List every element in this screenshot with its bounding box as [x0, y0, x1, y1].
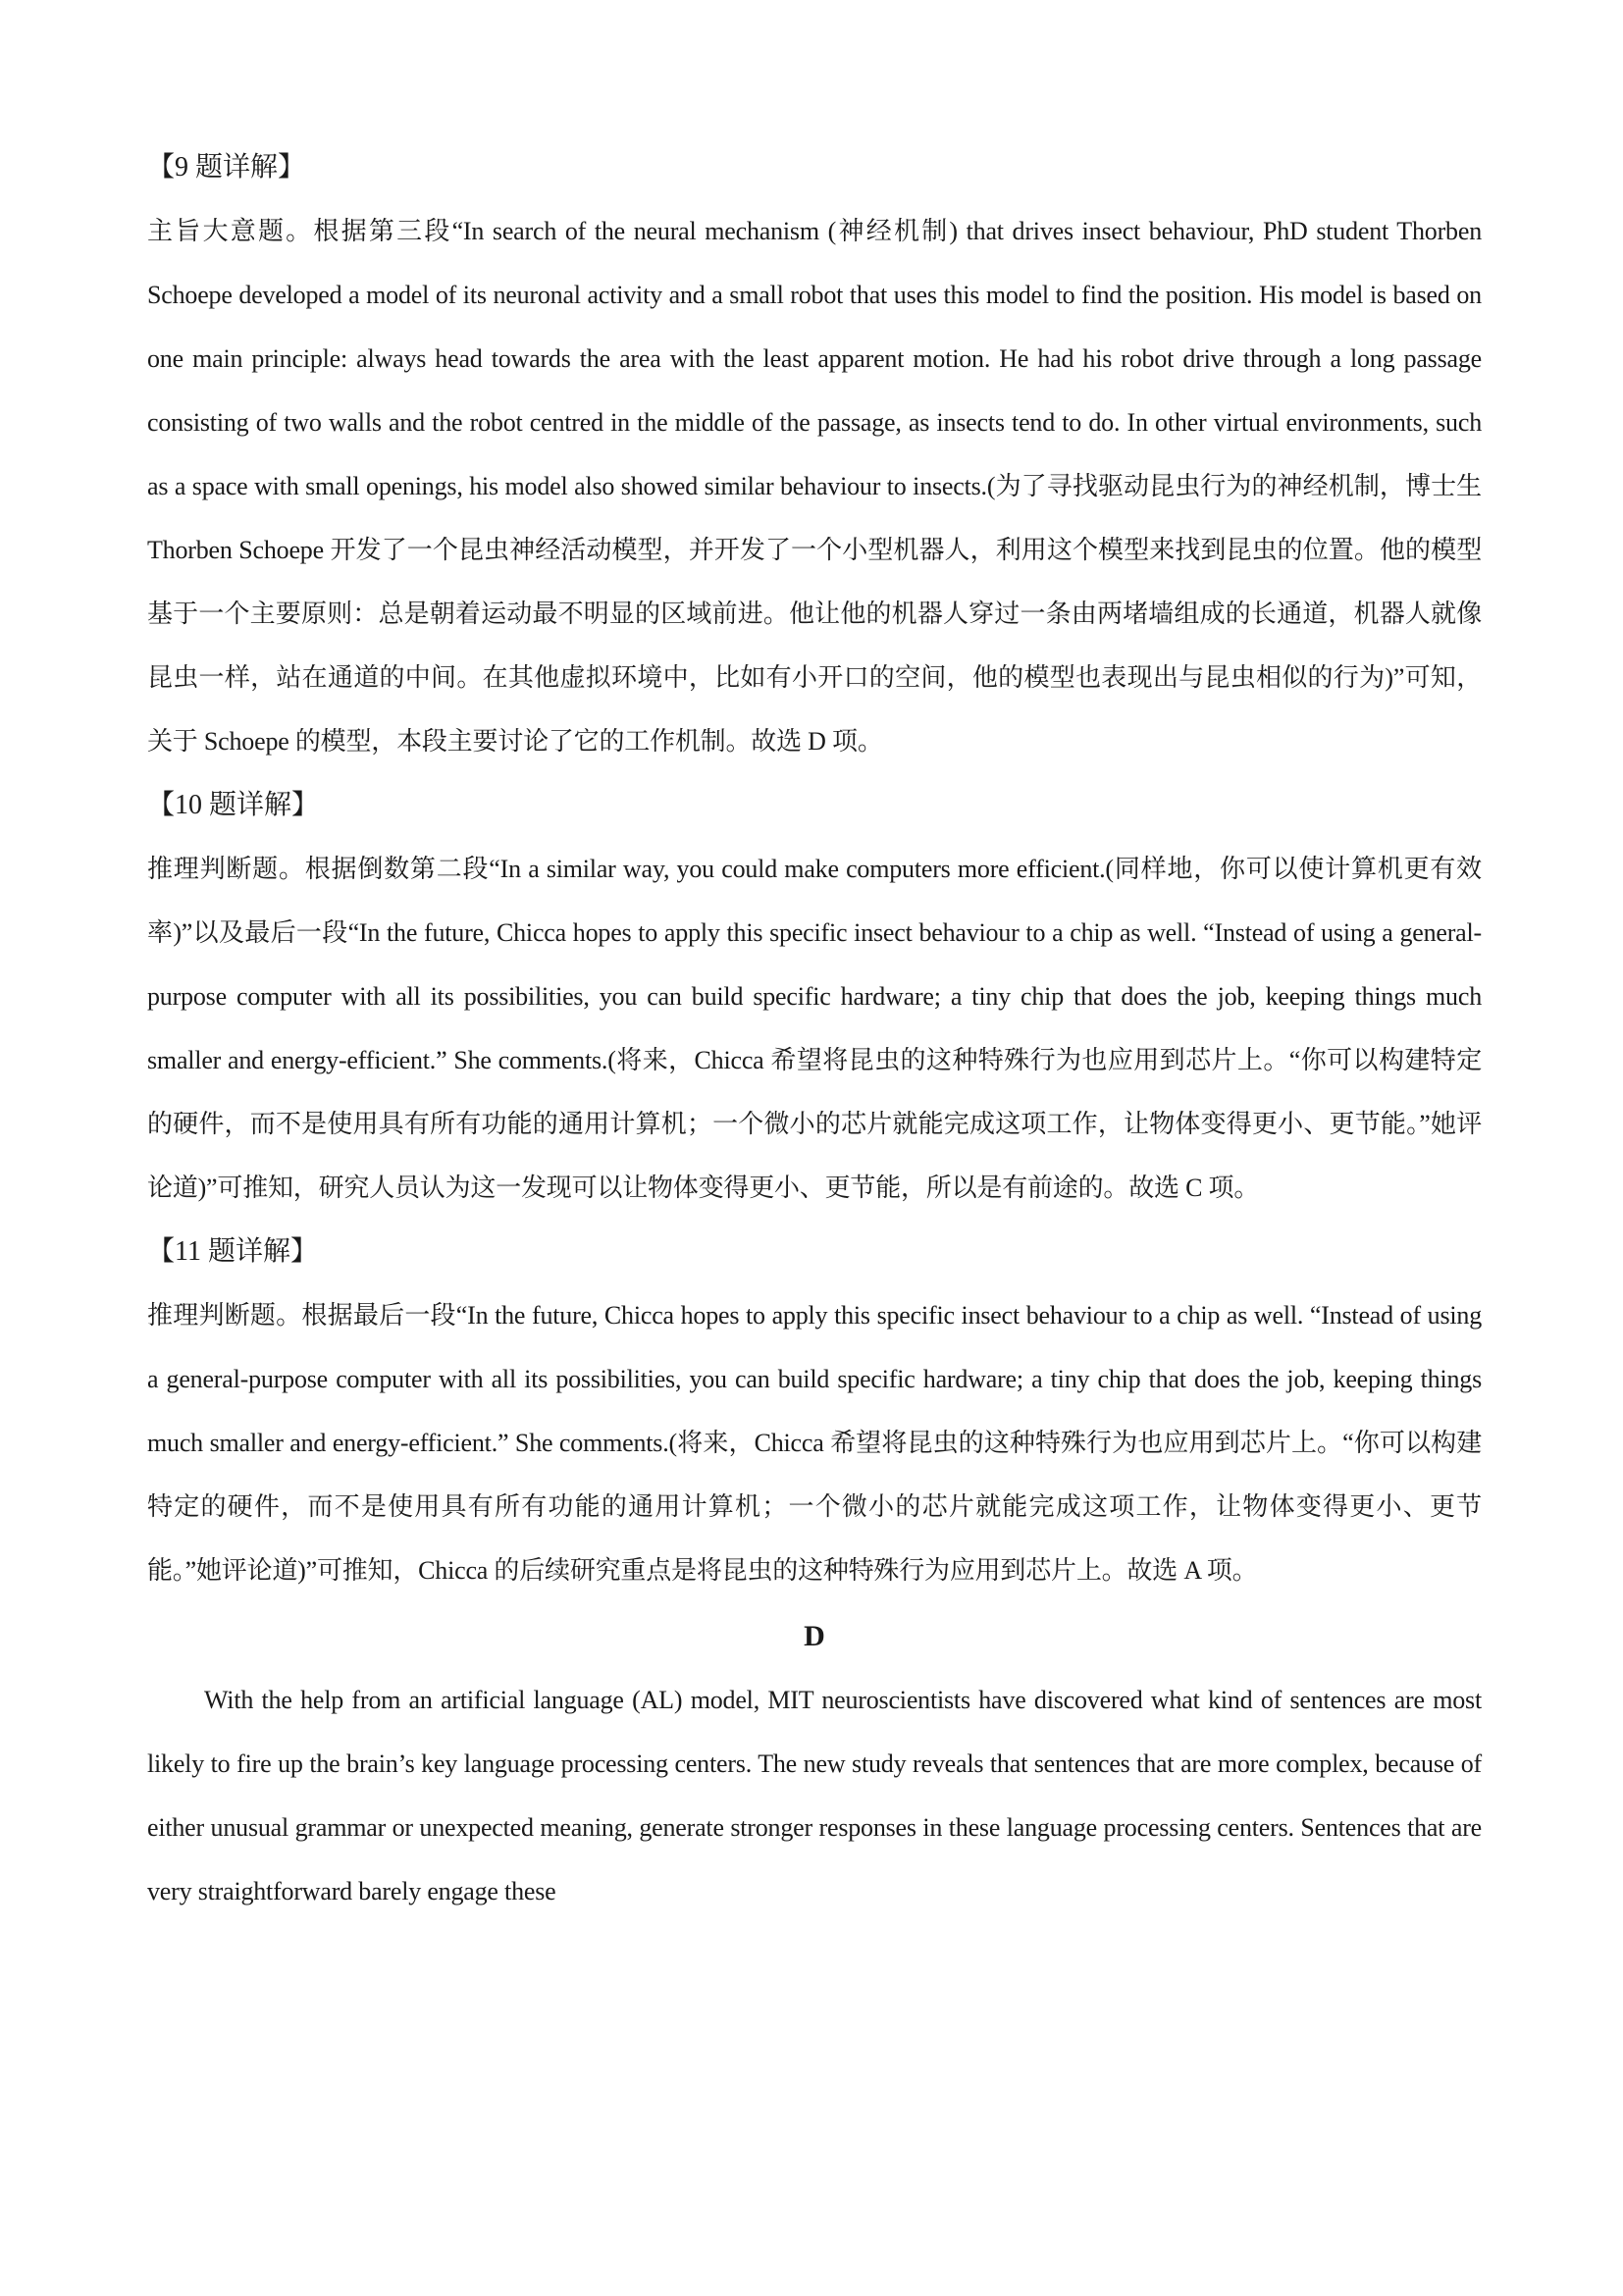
passage-paragraph: With the help from an artificial language (AL) model, MIT neuroscientists have discovered what kind of sentences are most likely to fire up the brain’s key language processing centers. The new study reveals that sentences that are more complex, because of either unusual grammar or unexpected meaning, generate stronger responses in these language processing centers. Sentences that are very straightforward barely engage these	[147, 1686, 1482, 1905]
q10-explanation: 推理判断题。根据倒数第二段“In a similar way, you could make computers more efficient.(同样地，你可以使计算机更有效率)”以及最后一段“In the future, Chicca hopes to apply this specific insect behaviour to a chip as well. “Instead of using a general-purpose computer with all its possibilities, you can build specific hardware; a tiny chip that does the job, keeping things much smaller and energy-efficient.” She comments.(将来，Chicca 希望将昆虫的这种特殊行为也应用到芯片上。“你可以构建特定的硬件，而不是使用具有所有功能的通用计算机；一个微小的芯片就能完成这项工作，让物体变得更小、更节能。”她评论道)”可推知，研究人员认为这一发现可以让物体变得更小、更节能，所以是有前途的。故选 C 项。	[147, 855, 1482, 1202]
passage-title: D	[804, 1620, 825, 1652]
q10-heading: 【10 题详解】	[147, 790, 320, 820]
document-page	[147, 135, 1482, 1923]
q11-heading: 【11 题详解】	[147, 1236, 318, 1267]
q9-heading: 【9 题详解】	[147, 152, 306, 183]
q11-explanation: 推理判断题。根据最后一段“In the future, Chicca hopes to apply this specific insect behaviour to a chip as well. “Instead of using a general-purpose computer with all its possibilities, you can build specific hardware; a tiny chip that does the job, keeping things much smaller and energy-efficient.” She comments.(将来，Chicca 希望将昆虫的这种特殊行为也应用到芯片上。“你可以构建特定的硬件，而不是使用具有所有功能的通用计算机；一个微小的芯片就能完成这项工作，让物体变得更小、更节能。”她评论道)”可推知，Chicca 的后续研究重点是将昆虫的这种特殊行为应用到芯片上。故选 A 项。	[147, 1301, 1482, 1585]
q9-explanation: 主旨大意题。根据第三段“In search of the neural mechanism (神经机制) that drives insect behaviour, PhD student Thorben Schoepe developed a model of its neuronal activity and a small robot that uses this model to find the position. His model is based on one main principle: always head towards the area with the least apparent motion. He had his robot drive through a long passage consisting of two walls and the robot centred in the middle of the passage, as insects tend to do. In other virtual environments, such as a space with small openings, his model also showed similar behaviour to insects.(为了寻找驱动昆虫行为的神经机制，博士生 Thorben Schoepe 开发了一个昆虫神经活动模型，并开发了一个小型机器人，利用这个模型来找到昆虫的位置。他的模型基于一个主要原则：总是朝着运动最不明显的区域前进。他让他的机器人穿过一条由两堵墙组成的长通道，机器人就像昆虫一样，站在通道的中间。在其他虚拟环境中，比如有小开口的空间，他的模型也表现出与昆虫相似的行为)”可知，关于 Schoepe 的模型，本段主要讨论了它的工作机制。故选 D 项。	[147, 217, 1482, 756]
